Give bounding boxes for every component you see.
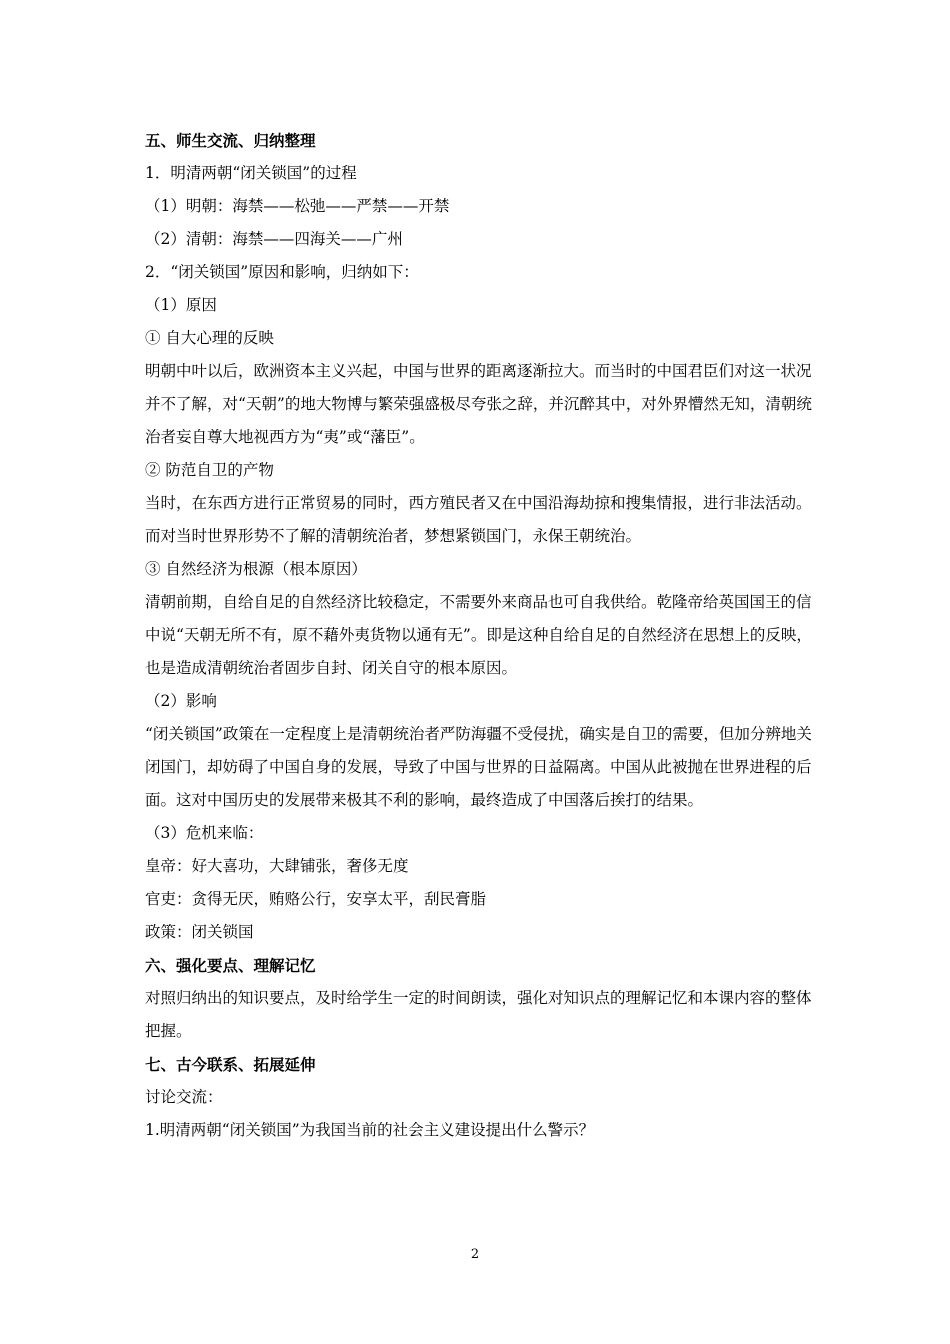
impact-paragraph: “闭关锁国”政策在一定程度上是清朝统治者严防海疆不受侵扰，确实是自卫的需要，但加分辨地关闭国门，却妨碍了中国自身的发展，导致了中国与世界的日益隔离。中国从此被抛在世界进程的后面。这对中国历史的发展带来极其不利的影响，最终造成了中国落后挨打的结果。: [145, 725, 812, 809]
item-1-title: 1．明清两朝“闭关锁国”的过程: [145, 164, 357, 182]
question-1: 1.明清两朝“闭关锁国”为我国当前的社会主义建设提出什么警示？: [145, 1121, 595, 1139]
page-content: [145, 124, 813, 1147]
section-7-heading: 七、古今联系、拓展延伸: [145, 1055, 316, 1074]
page-number: 2: [470, 1247, 480, 1262]
officials-line: 官吏：贪得无厌，贿赂公行，安享太平，刮民膏脂: [145, 890, 487, 908]
item-2-title: 2．“闭关锁国”原因和影响，归纳如下：: [145, 263, 419, 281]
cause-2-paragraph: 当时，在东西方进行正常贸易的同时，西方殖民者又在中国沿海劫掠和搜集情报，进行非法活动。而对当时世界形势不了解的清朝统治者，梦想紧锁国门，永保王朝统治。: [145, 494, 812, 545]
crisis-label: （3）危机来临：: [145, 824, 264, 842]
cause-1-title: ① 自大心理的反映: [145, 329, 274, 347]
ming-dynasty-line: （1）明朝：海禁——松弛——严禁——开禁: [145, 197, 450, 215]
cause-1-paragraph: 明朝中叶以后，欧洲资本主义兴起，中国与世界的距离逐渐拉大。而当时的中国君臣们对这一状况并不了解，对“天朝”的地大物博与繁荣强盛极尽夸张之辞，并沉醉其中，对外界懵然无知，清朝统治者妄自尊大地视西方为“夷”或“藩臣”。: [145, 362, 812, 446]
emperor-line: 皇帝：好大喜功，大肆铺张，奢侈无度: [145, 857, 409, 875]
cause-3-title: ③ 自然经济为根源（根本原因）: [145, 560, 367, 578]
causes-label: （1）原因: [145, 296, 217, 314]
qing-dynasty-line: （2）清朝：海禁——四海关——广州: [145, 230, 403, 248]
cause-2-title: ② 防范自卫的产物: [145, 461, 274, 479]
section-6-paragraph: 对照归纳出的知识要点，及时给学生一定的时间朗读，强化对知识点的理解记忆和本课内容的整体把握。: [145, 989, 812, 1040]
cause-3-paragraph: 清朝前期，自给自足的自然经济比较稳定，不需要外来商品也可自我供给。乾隆帝给英国国王的信中说“天朝无所不有，原不藉外夷货物以通有无”。即是这种自给自足的自然经济在思想上的反映，也是造成清朝统治者固步自封、闭关自守的根本原因。: [145, 593, 812, 677]
policy-line: 政策：闭关锁国: [145, 923, 254, 941]
section-6-heading: 六、强化要点、理解记忆: [145, 956, 316, 975]
section-5-heading: 五、师生交流、归纳整理: [145, 131, 316, 150]
impact-label: （2）影响: [145, 692, 217, 710]
discussion-label: 讨论交流：: [145, 1088, 223, 1106]
